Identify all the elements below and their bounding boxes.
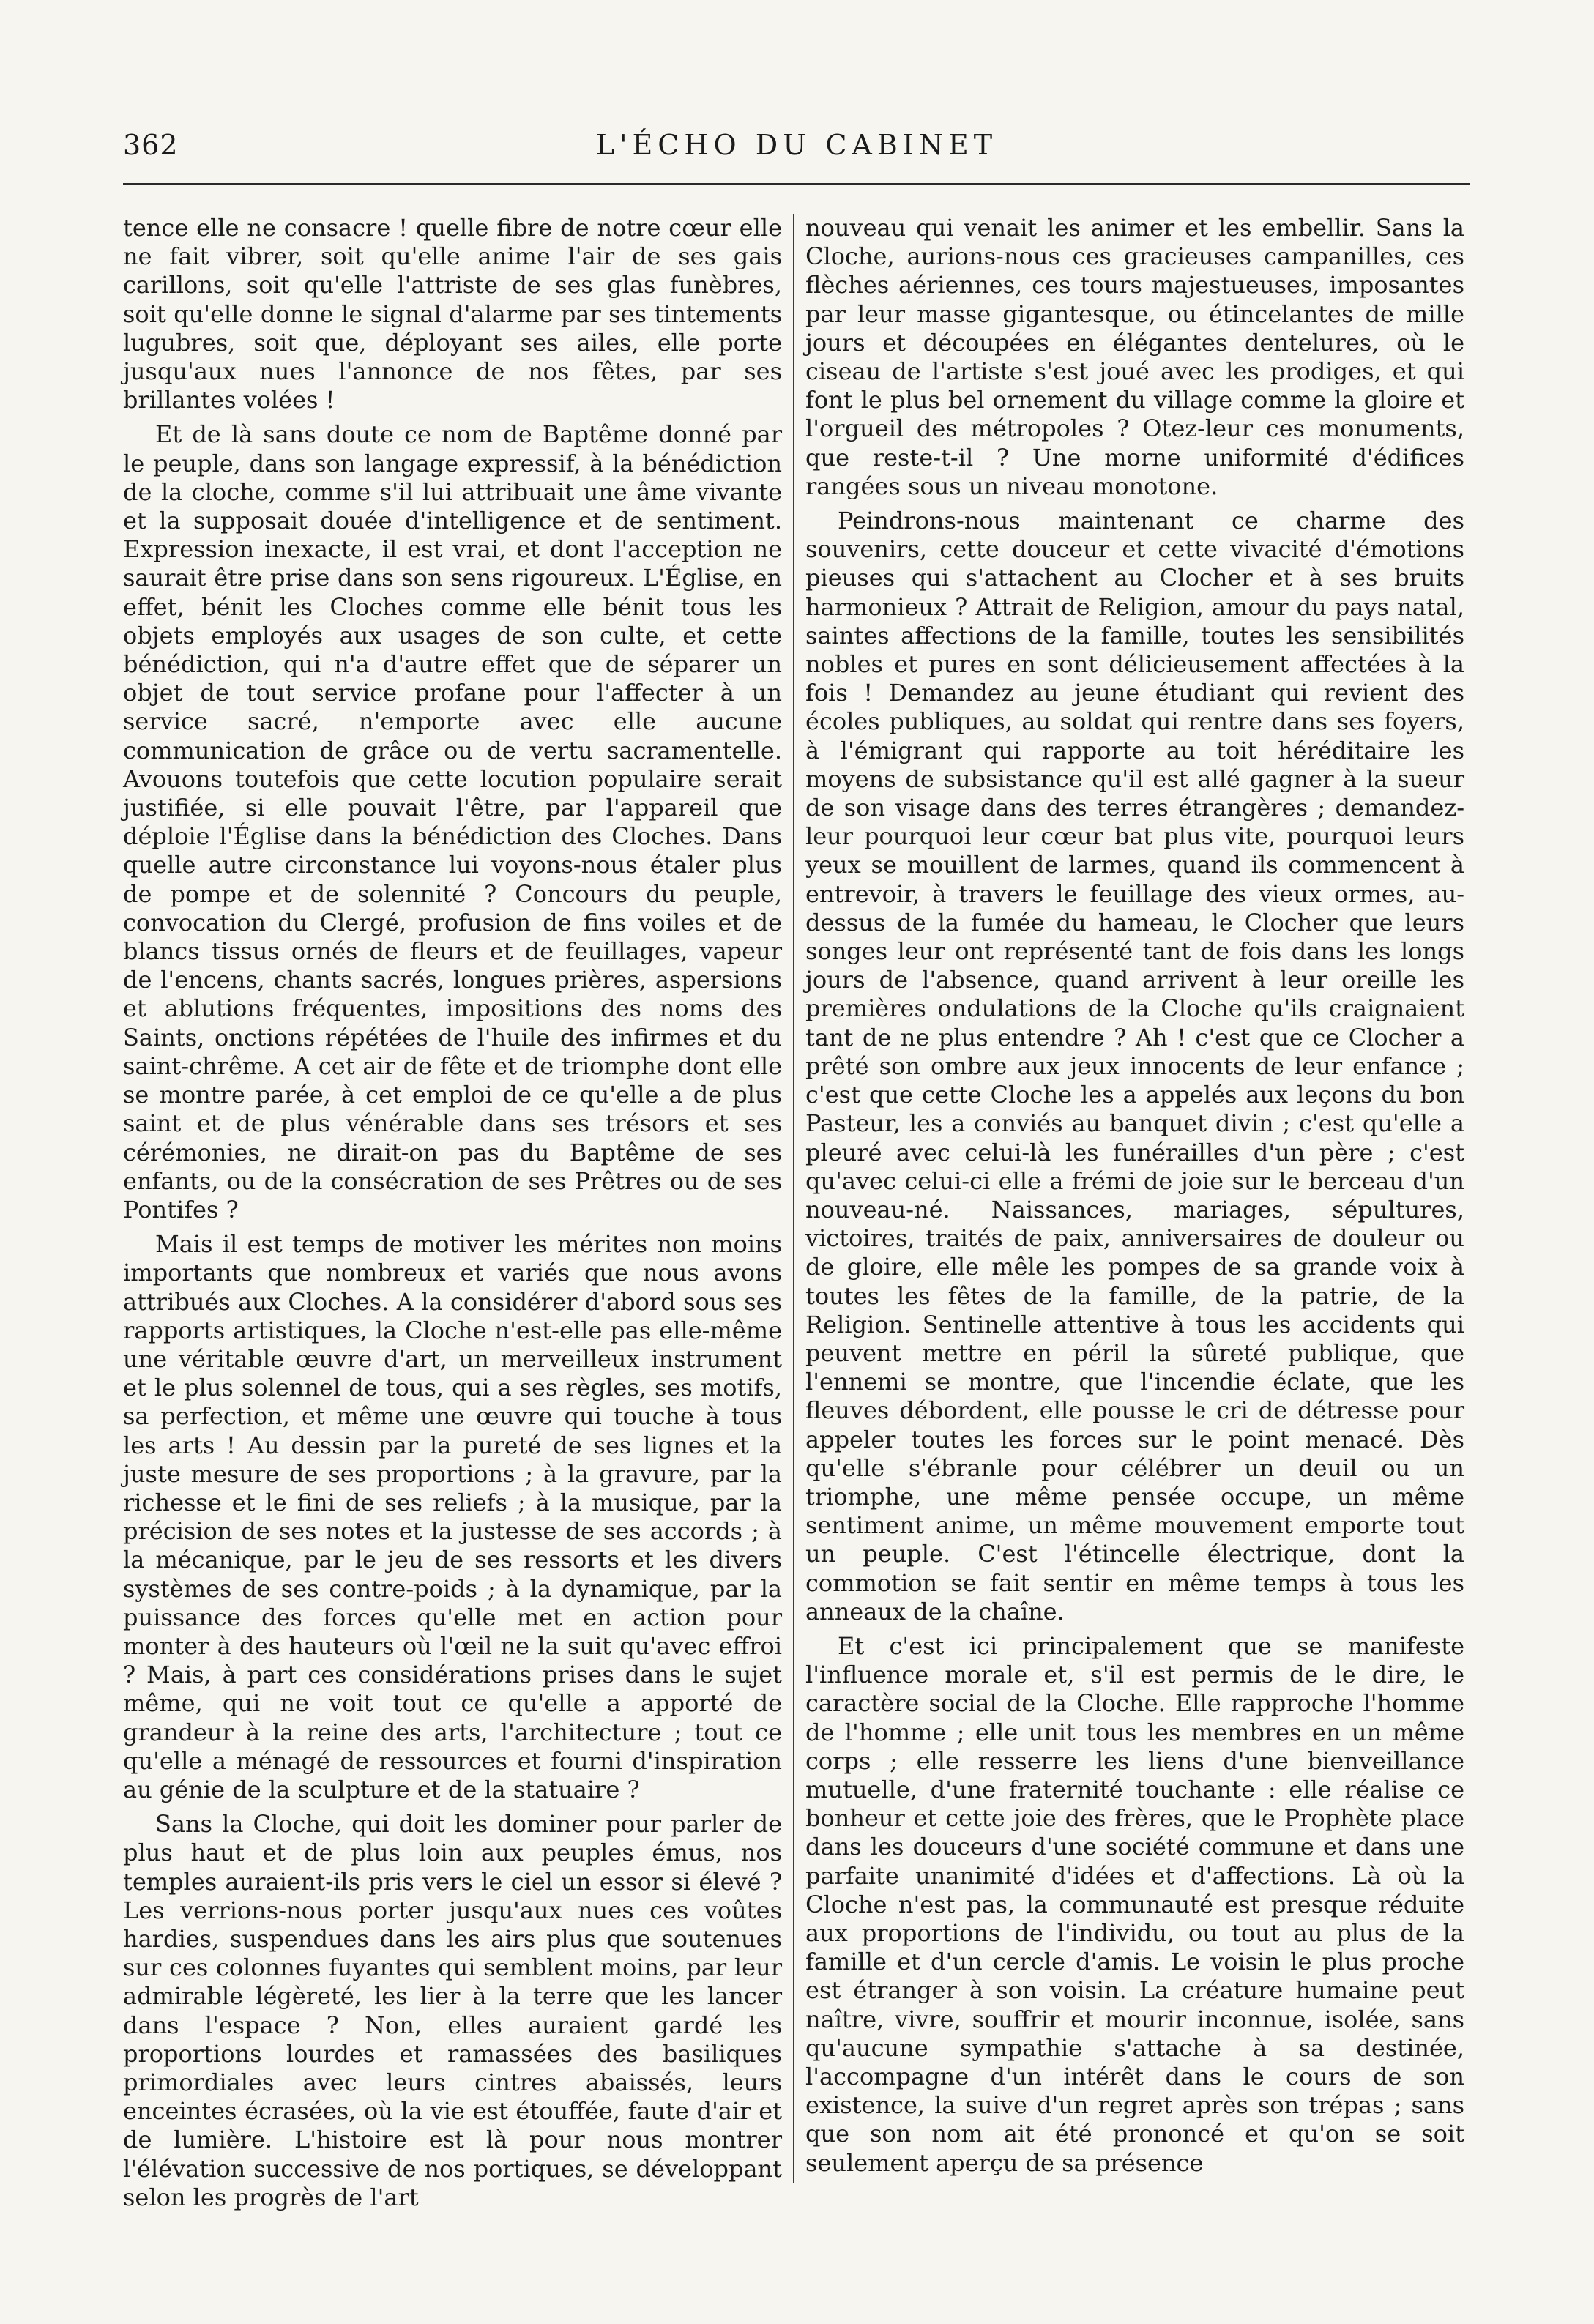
paragraph: Et de là sans doute ce nom de Baptême donné par le peuple, dans son langage expressif, à la bénédiction de la cloche, comme s'il lui attribuait une âme vivante et la supposait douée d'intelligence et de sentiment. Expression inexacte, il est vrai, et dont l'acception ne saurait être prise dans son sens rigoureux. L'Église, en effet, bénit les Cloches comme elle bénit tous les objets employés aux usages de son culte, et cette bénédiction, qui n'a d'autre effet que de séparer un objet de tout service profane pour l'affecter à un service sacré, n'emporte avec elle aucune communication de grâce ou de vertu sacramentelle. Avouons toutefois que cette locution populaire serait justifiée, si elle pouvait l'être, par l'appareil que déploie l'Église dans la bénédiction des Cloches. Dans quelle autre circonstance lui voyons-nous étaler plus de pompe et de solennité ? Concours du peuple, convocation du Clergé, profusion de fins voiles et de blancs tissus ornés de fleurs et de feuillages, vapeur de l'encens, chants sacrés, longues prières, aspersions et ablutions fréquentes, impositions des noms des Saints, onctions répétées de l'huile des infirmes et du saint-chrême. A cet air de fête et de triomphe dont elle se montre parée, à cet emploi de ce qu'elle a de plus saint et de plus vénérable dans ses trésors et ses cérémonies, ne dirait-on pas du Baptême de ses enfants, ou de la consécration de ses Prêtres ou de ses Pontifes ? [123, 420, 782, 1224]
paragraph: Sans la Cloche, qui doit les dominer pour parler de plus haut et de plus loin aux peuples émus, nos temples auraient-ils pris vers le ciel un essor si élevé ? Les verrions-nous porter jusqu'aux nues ces voûtes hardies, suspendues dans les airs plus que soutenues sur ces colonnes fuyantes qui semblent moins, par leur admirable légèreté, les lier à la terre que les lancer dans l'espace ? Non, elles auraient gardé les proportions lourdes et ramassées des basiliques primordiales avec leurs cintres abaissés, leurs enceintes écrasées, où la vie est étouffée, faute d'air et de lumière. L'histoire est là pour nous montrer l'élévation successive de nos portiques, se développant selon les progrès de l'art [123, 1810, 782, 2211]
paragraph: Et c'est ici principalement que se manifeste l'influence morale et, s'il est permis de le dire, le caractère social de la Cloche. Elle rapproche l'homme de l'homme ; elle unit tous les membres en un même corps ; elle resserre les liens d'une bienveillance mutuelle, d'une fraternité touchante : elle réalise ce bonheur et cette joie des frères, que le Prophète place dans les douceurs d'une société commune et dans une parfaite unanimité d'idées et d'affections. Là où la Cloche n'est pas, la communauté est presque réduite aux proportions de l'individu, ou tout au plus de la famille et d'un cercle d'amis. Le voisin le plus proche est étranger à son voisin. La créature humaine peut naître, vivre, souffrir et mourir inconnue, isolée, sans qu'aucune sympathie s'attache à sa destinée, l'accompagne d'un intérêt dans le cours de son existence, la suive d'un regret après son trépas ; sans que son nom ait été prononcé et qu'on se soit seulement aperçu de sa présence [805, 1631, 1464, 2177]
header-rule [123, 183, 1470, 185]
running-title: L'ÉCHO DU CABINET [595, 129, 998, 161]
paragraph: nouveau qui venait les animer et les embellir. Sans la Cloche, aurions-nous ces gracieuses campanilles, ces flèches aériennes, ces tours majestueuses, imposantes par leur masse gigantesque, ou étincelantes de mille jours et découpées en élégantes dentelures, où le ciseau de l'artiste s'est joué avec les prodiges, et qui font le plus bel ornement du village comme la gloire et l'orgueil des métropoles ? Otez-leur ces monuments, que reste-t-il ? Une morne uniformité d'édifices rangées sous un niveau monotone. [805, 214, 1464, 500]
page-header [123, 129, 1470, 173]
right-column [805, 214, 1464, 2183]
column-rule [793, 214, 794, 2183]
paragraph: Mais il est temps de motiver les mérites non moins importants que nombreux et variés que nous avons attribués aux Cloches. A la considérer d'abord sous ses rapports artistiques, la Cloche n'est-elle pas elle-même une véritable œuvre d'art, un merveilleux instrument et le plus solennel de tous, qui a ses règles, ses motifs, sa perfection, et même une œuvre qui touche à tous les arts ! Au dessin par la pureté de ses lignes et la juste mesure de ses proportions ; à la gravure, par la richesse et le fini de ses reliefs ; à la musique, par la précision de ses notes et la justesse de ses accords ; à la mécanique, par le jeu de ses ressorts et les divers systèmes de ses contre-poids ; à la dynamique, par la puissance des forces qu'elle met en action pour monter à des hauteurs où l'œil ne la suit qu'avec effroi ? Mais, à part ces considérations prises dans le sujet même, qui ne voit tout ce qu'elle a apporté de grandeur à la reine des arts, l'architecture ; tout ce qu'elle a ménagé de ressources et fourni d'inspiration au génie de la sculpture et de la statuaire ? [123, 1230, 782, 1803]
paragraph: tence elle ne consacre ! quelle fibre de notre cœur elle ne fait vibrer, soit qu'elle anime l'air de ses gais carillons, soit qu'elle l'attriste de ses glas funèbres, soit qu'elle donne le signal d'alarme par ses tintements lugubres, soit que, déployant ses ailes, elle porte jusqu'aux nues l'annonce de nos fêtes, par ses brillantes volées ! [123, 214, 782, 414]
page-number: 362 [123, 129, 179, 161]
paragraph: Peindrons-nous maintenant ce charme des souvenirs, cette douceur et cette vivacité d'émotions pieuses qui s'attachent au Clocher et à ses bruits harmonieux ? Attrait de Religion, amour du pays natal, saintes affections de la famille, toutes les sensibilités nobles et pures en sont délicieusement affectées à la fois ! Demandez au jeune étudiant qui revient des écoles publiques, au soldat qui rentre dans ses foyers, à l'émigrant qui rapporte au toit héréditaire les moyens de subsistance qu'il est allé gagner à la sueur de son visage dans des terres étrangères ; demandez-leur pourquoi leur cœur bat plus vite, pourquoi leurs yeux se mouillent de larmes, quand ils commencent à entrevoir, à travers le feuillage des vieux ormes, au-dessus de la fumée du hameau, le Clocher que leurs songes leur ont représenté tant de fois dans les longs jours de l'absence, quand arrivent à leur oreille les premières ondulations de la Cloche qu'ils craignaient tant de ne plus entendre ? Ah ! c'est que ce Clocher a prêté son ombre aux jeux innocents de leur enfance ; c'est que cette Cloche les a appelés aux leçons du bon Pasteur, les a conviés au banquet divin ; c'est qu'elle a pleuré avec celui-là les funérailles d'un père ; c'est qu'avec celui-ci elle a frémi de joie sur le berceau d'un nouveau-né. Naissances, mariages, sépultures, victoires, traités de paix, anniversaires de douleur ou de gloire, elle mêle les pompes de sa grande voix à toutes les fêtes de la famille, de la patrie, de la Religion. Sentinelle attentive à tous les accidents qui peuvent mettre en péril la sûreté publique, que l'ennemi se montre, que l'incendie éclate, que les fleuves débordent, elle pousse le cri de détresse pour appeler toutes les forces sur le point menacé. Dès qu'elle s'ébranle pour célébrer un deuil ou un triomphe, une même pensée occupe, un même sentiment anime, un même mouvement emporte tout un peuple. C'est l'étincelle électrique, dont la commotion se fait sentir en même temps à tous les anneaux de la chaîne. [805, 507, 1464, 1625]
left-column [123, 214, 782, 2211]
